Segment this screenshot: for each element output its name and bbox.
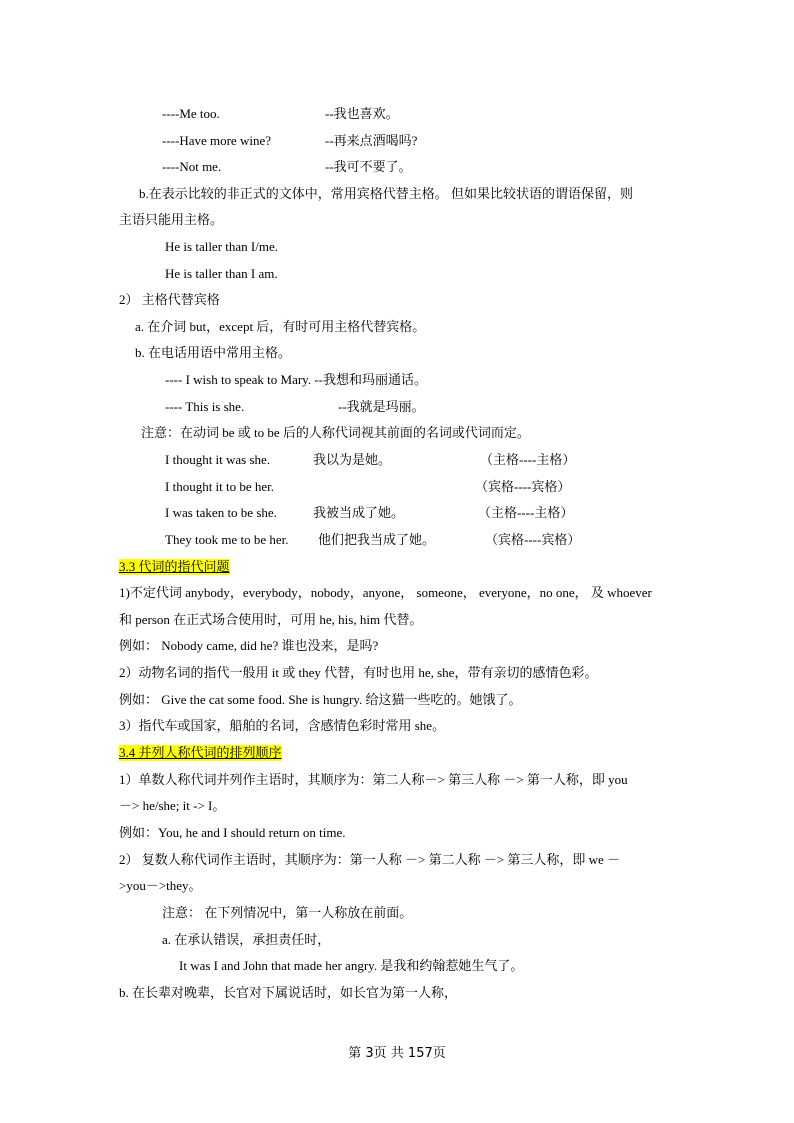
- paragraph-line: b.在表示比较的非正式的文体中，常用宾格代替主格。 但如果比较状语的谓语保留，则: [139, 186, 634, 201]
- paragraph-line: 1）单数人称代词并列作主语时，其顺序为：第二人称－> 第三人称 －> 第一人称，即 you: [119, 772, 628, 787]
- example-sentence: I thought it was she.: [165, 452, 271, 467]
- paragraph-line: b. 在电话用语中常用主格。: [135, 345, 292, 360]
- dialog-translation: --我也喜欢。: [325, 106, 399, 121]
- example-sentence: He is taller than I/me.: [165, 239, 278, 254]
- paragraph-line: 3）指代车或国家，船舶的名词，含感情色彩时常用 she。: [119, 718, 446, 733]
- paragraph-line: 2） 复数人称代词作主语时，其顺序为：第一人称 －> 第二人称 －> 第三人称，即 we －: [119, 852, 621, 867]
- paragraph-line: >you－>they。: [119, 878, 202, 893]
- subheading: 2） 主格代替宾格: [119, 292, 220, 307]
- paragraph-line: 例如： Nobody came, did he? 谁也没来，是吗?: [119, 638, 379, 653]
- example-sentence: They took me to be her.: [165, 532, 289, 547]
- example-translation: 我以为是她。: [313, 452, 392, 467]
- example-sentence: I was taken to be she.: [165, 505, 277, 520]
- paragraph-line: 2）动物名词的指代一般用 it 或 they 代替，有时也用 he, she，带有亲切的感情色彩。: [119, 665, 598, 680]
- example-sentence: It was I and John that made her angry. 是我和约翰惹她生气了。: [179, 958, 524, 973]
- case-label: （主格----主格）: [480, 452, 576, 467]
- dialog-translation: --再来点酒喝吗?: [325, 133, 418, 148]
- paragraph-line: a. 在介词 but，except 后，有时可用主格代替宾格。: [135, 319, 426, 334]
- dialog-translation: --我可不要了。: [325, 159, 412, 174]
- paragraph-line: 主语只能用主格。: [119, 212, 224, 227]
- section-heading: 3.3 代词的指代问题: [119, 559, 230, 574]
- section-heading: 3.4 并列人称代词的排列顺序: [119, 745, 282, 760]
- paragraph-line: －> he/she; it -> I。: [119, 798, 226, 813]
- paragraph-line: b. 在长辈对晚辈，长官对下属说话时，如长官为第一人称，: [119, 985, 458, 1000]
- example-sentence: I thought it to be her.: [165, 479, 275, 494]
- case-label: （宾格----宾格）: [475, 479, 571, 494]
- paragraph-line: 和 person 在正式场合使用时，可用 he, his, him 代替。: [119, 612, 423, 627]
- note-line: 注意： 在下列情况中，第一人称放在前面。: [162, 905, 413, 920]
- example-translation: 我被当成了她。: [313, 505, 405, 520]
- example-sentence: ---- This is she.: [165, 399, 245, 414]
- example-sentence: ---- I wish to speak to Mary. --我想和玛丽通话。: [165, 372, 427, 387]
- dialog-line: ----Me too.: [162, 106, 220, 121]
- case-label: （宾格----宾格）: [485, 532, 581, 547]
- example-sentence: He is taller than I am.: [165, 266, 278, 281]
- example-translation: 他们把我当成了她。: [318, 532, 436, 547]
- paragraph-line: a. 在承认错误，承担责任时，: [162, 932, 331, 947]
- dialog-line: ----Not me.: [162, 159, 222, 174]
- page-footer: 第 3页 共 157页: [348, 1046, 446, 1061]
- paragraph-line: 1)不定代词 anybody，everybody，nobody，anyone， someone， everyone，no one， 及 whoever: [119, 585, 652, 600]
- example-translation: --我就是玛丽。: [338, 399, 425, 414]
- note-line: 注意：在动词 be 或 to be 后的人称代词视其前面的名词或代词而定。: [141, 425, 530, 440]
- paragraph-line: 例如： Give the cat some food. She is hungry. 给这猫一些吃的。她饿了。: [119, 692, 522, 707]
- dialog-line: ----Have more wine?: [162, 133, 271, 148]
- paragraph-line: 例如：You, he and I should return on time.: [119, 825, 346, 840]
- case-label: （主格----主格）: [478, 505, 574, 520]
